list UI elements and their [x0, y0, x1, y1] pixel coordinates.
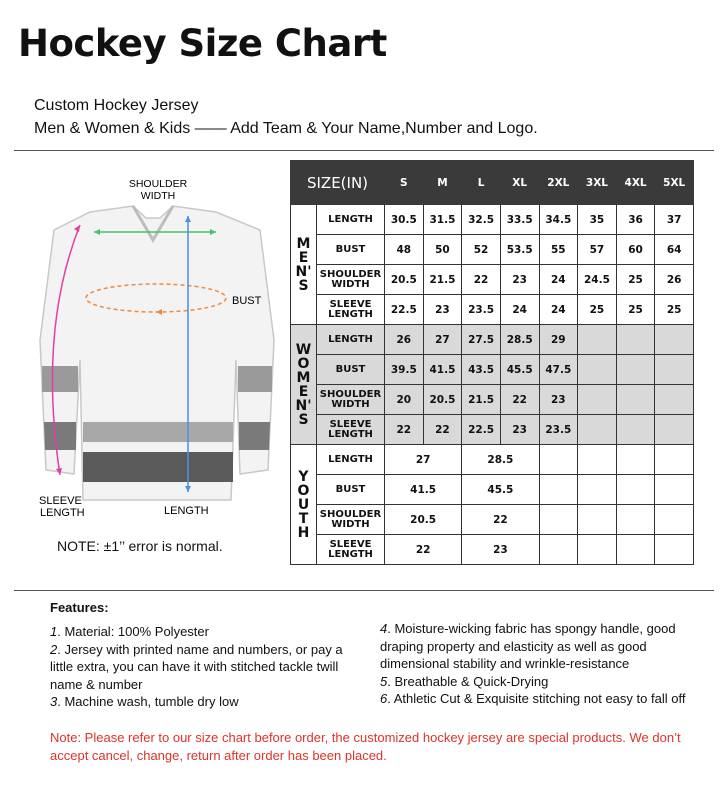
table-cell: 21.5 [423, 265, 462, 295]
table-cell: 22 [423, 415, 462, 445]
table-cell: 27 [385, 445, 462, 475]
table-cell: 24 [539, 265, 578, 295]
feature-text: . Material: 100% Polyester [57, 624, 209, 639]
group-letter: M [296, 235, 311, 252]
table-cell: 53.5 [500, 235, 539, 265]
group-letter: N' [295, 397, 312, 414]
size-col-header: 4XL [616, 161, 655, 205]
table-cell: 52 [462, 235, 501, 265]
features-right [380, 620, 700, 708]
table-cell: 25 [578, 295, 617, 325]
jersey-diagram [28, 170, 288, 530]
table-cell: 41.5 [385, 475, 462, 505]
table-cell: 22.5 [385, 295, 424, 325]
row-label-line: SLEEVE [329, 538, 372, 550]
table-cell-empty [578, 355, 617, 385]
order-policy-note: Note: Please refer to our size chart before order, the customized hockey jersey are special products. We don’t accept cancel, change, return after order has been placed. [50, 730, 681, 763]
row-label-line: LENGTH [328, 548, 373, 560]
size-col-header: 5XL [655, 161, 694, 205]
table-row [291, 325, 694, 355]
table-cell-empty [616, 355, 655, 385]
features-title: Features: [50, 600, 109, 615]
row-label-line: SHOULDER [319, 268, 382, 280]
row-label [317, 535, 385, 565]
table-cell-empty [539, 505, 578, 535]
table-cell: 47.5 [539, 355, 578, 385]
group-letter: N' [295, 263, 312, 280]
group-letter: U [297, 496, 310, 513]
row-label-line: LENGTH [328, 428, 373, 440]
size-col-header: M [423, 161, 462, 205]
length-label: LENGTH [164, 505, 209, 517]
table-cell: 50 [423, 235, 462, 265]
table-cell: 25 [616, 265, 655, 295]
feature-number: 3 [50, 694, 58, 709]
table-cell-empty [616, 535, 655, 565]
row-label: BUST [317, 235, 385, 265]
row-label: BUST [317, 475, 385, 505]
table-cell-empty [616, 445, 655, 475]
table-cell: 28.5 [462, 445, 539, 475]
table-row [291, 475, 694, 505]
subtitle-product: Custom Hockey Jersey [34, 97, 199, 114]
size-col-header: 3XL [578, 161, 617, 205]
table-row [291, 505, 694, 535]
table-cell: 24 [500, 295, 539, 325]
table-cell-empty [655, 505, 694, 535]
table-cell: 21.5 [462, 385, 501, 415]
table-cell-empty [616, 385, 655, 415]
table-row [291, 415, 694, 445]
table-cell: 20.5 [423, 385, 462, 415]
table-cell: 23.5 [539, 415, 578, 445]
row-label-line: SHOULDER [319, 388, 382, 400]
table-cell-empty [578, 535, 617, 565]
sleeve-length-label-2: LENGTH [40, 507, 85, 519]
group-letter: Y [298, 468, 309, 485]
feature-item [380, 690, 700, 708]
table-cell: 27 [423, 325, 462, 355]
row-label: LENGTH [317, 205, 385, 235]
size-col-header: S [385, 161, 424, 205]
table-cell: 26 [655, 265, 694, 295]
shoulder-width-label-2: WIDTH [140, 190, 176, 202]
feature-number: 2 [50, 641, 58, 657]
row-label: LENGTH [317, 325, 385, 355]
size-header-row [291, 161, 694, 205]
table-cell: 41.5 [423, 355, 462, 385]
features-left [50, 623, 360, 711]
table-cell: 48 [385, 235, 424, 265]
table-cell: 39.5 [385, 355, 424, 385]
table-cell: 45.5 [500, 355, 539, 385]
group-letter: O [297, 482, 310, 499]
table-cell-empty [578, 415, 617, 445]
table-cell-empty [539, 475, 578, 505]
table-cell-empty [616, 505, 655, 535]
group-letter: M [296, 369, 311, 386]
table-row [291, 535, 694, 565]
table-row [291, 295, 694, 325]
table-cell: 33.5 [500, 205, 539, 235]
feature-number: 5 [380, 673, 388, 689]
table-cell: 29 [539, 325, 578, 355]
table-cell: 26 [385, 325, 424, 355]
size-col-header: XL [500, 161, 539, 205]
table-cell: 31.5 [423, 205, 462, 235]
row-label [317, 415, 385, 445]
table-cell: 32.5 [462, 205, 501, 235]
table-cell: 35 [578, 205, 617, 235]
table-cell-empty [578, 505, 617, 535]
table-row [291, 205, 694, 235]
size-header: SIZE(IN) [291, 161, 385, 205]
group-womens [291, 325, 317, 445]
bust-label: BUST [232, 295, 262, 307]
table-cell: 55 [539, 235, 578, 265]
table-cell-empty [655, 445, 694, 475]
table-cell: 22.5 [462, 415, 501, 445]
row-label-line: WIDTH [331, 398, 370, 410]
table-cell: 25 [655, 295, 694, 325]
row-label: BUST [317, 355, 385, 385]
row-label-line: SLEEVE [329, 298, 372, 310]
feature-text: . Athletic Cut & Exquisite stitching not easy to fall off [387, 691, 686, 706]
feature-item [50, 693, 360, 711]
table-cell-empty [616, 415, 655, 445]
group-youth [291, 445, 317, 565]
table-cell: 27.5 [462, 325, 501, 355]
feature-text: . Jersey with printed name and numbers, or pay a little extra, you can have it with stitched tackle twill name & number [50, 641, 343, 692]
size-col-header: 2XL [539, 161, 578, 205]
row-label [317, 265, 385, 295]
table-row [291, 235, 694, 265]
table-cell: 22 [462, 505, 539, 535]
size-table [290, 160, 694, 565]
table-cell: 24 [539, 295, 578, 325]
feature-item [380, 620, 700, 673]
table-cell: 24.5 [578, 265, 617, 295]
table-cell: 45.5 [462, 475, 539, 505]
divider-features [14, 590, 714, 591]
feature-item [50, 641, 360, 694]
table-cell: 64 [655, 235, 694, 265]
table-cell: 20 [385, 385, 424, 415]
table-cell: 23 [539, 385, 578, 415]
table-cell: 23.5 [462, 295, 501, 325]
table-cell-empty [578, 445, 617, 475]
row-label [317, 295, 385, 325]
table-row [291, 445, 694, 475]
table-cell: 20.5 [385, 505, 462, 535]
table-cell-empty [655, 535, 694, 565]
table-cell-empty [616, 475, 655, 505]
feature-text: . Machine wash, tumble dry low [57, 694, 239, 709]
group-letter: S [298, 411, 309, 428]
shoulder-width-label-1: SHOULDER [128, 178, 188, 190]
table-row [291, 265, 694, 295]
table-cell: 23 [423, 295, 462, 325]
group-letter: W [295, 341, 312, 358]
feature-number: 4 [380, 621, 388, 636]
table-cell: 22 [500, 385, 539, 415]
table-cell-empty [539, 535, 578, 565]
sleeve-length-label-1: SLEEVE [39, 495, 82, 507]
divider-top [14, 150, 714, 151]
table-cell-empty [578, 475, 617, 505]
group-letter: H [297, 524, 310, 541]
group-letter: E [298, 383, 309, 400]
table-cell-empty [578, 325, 617, 355]
row-label [317, 505, 385, 535]
table-cell-empty [655, 355, 694, 385]
table-cell: 36 [616, 205, 655, 235]
feature-text: . Breathable & Quick-Drying [387, 673, 549, 689]
table-cell: 23 [500, 265, 539, 295]
table-cell-empty [578, 385, 617, 415]
table-cell: 20.5 [385, 265, 424, 295]
table-cell: 57 [578, 235, 617, 265]
table-cell: 22 [385, 535, 462, 565]
feature-number: 6 [380, 691, 388, 706]
table-cell: 28.5 [500, 325, 539, 355]
table-cell: 23 [462, 535, 539, 565]
feature-item [380, 673, 700, 691]
row-label-line: SHOULDER [319, 508, 382, 520]
table-cell-empty [616, 325, 655, 355]
group-letter: O [297, 355, 310, 372]
row-label [317, 385, 385, 415]
table-cell-empty [655, 385, 694, 415]
feature-item [50, 623, 360, 641]
table-cell-empty [655, 415, 694, 445]
group-letter: T [298, 510, 309, 527]
table-cell: 22 [385, 415, 424, 445]
table-cell: 34.5 [539, 205, 578, 235]
table-cell: 22 [462, 265, 501, 295]
subtitle-audience: Men & Women & Kids —— Add Team & Your Name,Number and Logo. [34, 120, 538, 137]
error-note: NOTE: ±1’’ error is normal. [57, 538, 223, 554]
feature-text: . Moisture-wicking fabric has spongy handle, good draping property and elasticity as well as good dimensional stability and wrinkle-resistance [380, 621, 676, 671]
table-cell: 30.5 [385, 205, 424, 235]
table-cell: 37 [655, 205, 694, 235]
table-cell-empty [539, 445, 578, 475]
group-mens [291, 205, 317, 325]
row-label-line: SLEEVE [329, 418, 372, 430]
row-label-line: WIDTH [331, 278, 370, 290]
table-cell: 43.5 [462, 355, 501, 385]
row-label: LENGTH [317, 445, 385, 475]
table-row [291, 385, 694, 415]
table-cell-empty [655, 475, 694, 505]
table-cell-empty [655, 325, 694, 355]
size-col-header: L [462, 161, 501, 205]
group-letter: S [298, 277, 309, 294]
row-label-line: LENGTH [328, 308, 373, 320]
row-label-line: WIDTH [331, 518, 370, 530]
table-row [291, 355, 694, 385]
page-title: Hockey Size Chart [18, 22, 387, 65]
table-cell: 23 [500, 415, 539, 445]
group-letter: E [298, 249, 309, 266]
table-cell: 25 [616, 295, 655, 325]
table-cell: 60 [616, 235, 655, 265]
feature-number: 1 [50, 624, 58, 639]
